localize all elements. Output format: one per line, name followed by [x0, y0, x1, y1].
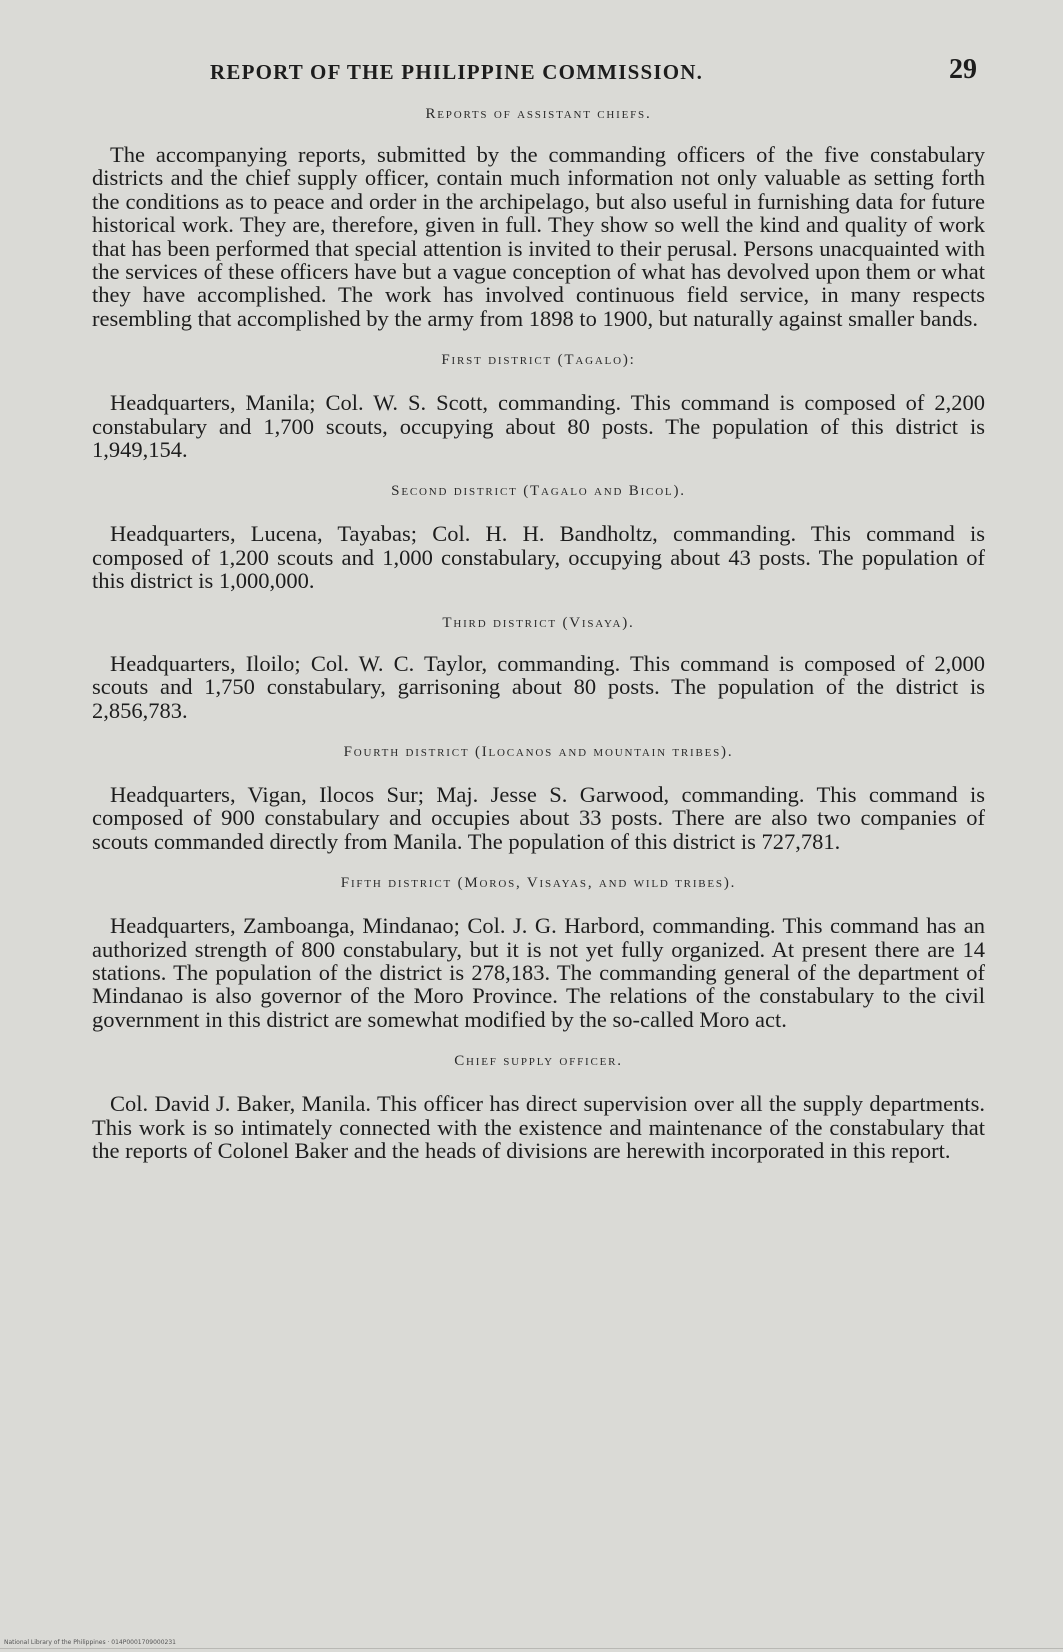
paragraph-first-district: Headquarters, Manila; Col. W. S. Scott, commanding. This command is composed of 2,200 constabulary and 1,700 scouts, occupying about 80 posts. The population of this district is 1,949,154. [92, 390, 985, 463]
section-heading-chief-supply-officer: Chief supply officer. [454, 1053, 623, 1070]
section-heading-second-district: Second district (Tagalo and Bicol). [391, 483, 686, 500]
paragraph-third-district: Headquarters, Iloilo; Col. W. C. Taylor, commanding. This command is composed of 2,000 scouts and 1,750 constabulary, garrisoning about 80 posts. The population of the district is 2,856,783. [92, 650, 985, 723]
running-head [92, 44, 985, 88]
running-title: REPORT OF THE PHILIPPINE COMMISSION. [210, 60, 704, 84]
paragraph-assistant-chiefs: The accompanying reports, submitted by the commanding officers of the five constabulary districts and the chief supply officer, contain much information not only valuable as setting forth the conditions as to peace and order in the archipelago, but also useful in furnishing data for future historical work. They are, therefore, given in full. They show so well the kind and quality of work that has been performed that special attention is invited to their perusal. Persons unacquainted with the services of these officers have but a vague conception of what has devolved upon them or what they have accomplished. The work has involved continuous field service, in many respects resembling that accomplished by the army from 1898 to 1900, but naturally against smaller bands. [92, 142, 985, 331]
paragraph-second-district: Headquarters, Lucena, Tayabas; Col. H. H. Bandholtz, commanding. This command is composed of 1,200 scouts and 1,000 constabulary, occupying about 43 posts. The population of this district is 1,000,000. [92, 521, 985, 594]
paragraph-chief-supply-officer: Col. David J. Baker, Manila. This officer has direct supervision over all the supply departments. This work is so intimately connected with the existence and maintenance of the constabulary that the reports of Colonel Baker and the heads of divisions are herewith incorporated in this report. [92, 1091, 985, 1163]
section-heading-fifth-district: Fifth district (Moros, Visayas, and wild tribes). [340, 875, 737, 892]
page-number: 29 [949, 54, 977, 85]
section-heading-third-district: Third district (Visaya). [442, 614, 635, 631]
paragraph-fourth-district: Headquarters, Vigan, Ilocos Sur; Maj. Jesse S. Garwood, commanding. This command is composed of 900 constabulary and occupies about 33 posts. There are also two companies of scouts commanded directly from Manila. The population of this district is 727,781. [92, 781, 985, 854]
section-heading-first-district: First district (Tagalo): [441, 352, 636, 369]
footer-credit: National Library of the Philippines · 014P0001709000231 [4, 1639, 176, 1646]
section-heading-assistant-chiefs: Reports of assistant chiefs. [425, 106, 652, 122]
section-heading-fourth-district: Fourth district (Ilocanos and mountain tribes). [343, 743, 734, 760]
footer-rule [0, 1648, 1063, 1649]
paragraph-fifth-district: Headquarters, Zamboanga, Mindanao; Col. J. G. Harbord, commanding. This command has an authorized strength of 800 constabulary, but it is not yet fully organized. At present there are 14 stations. The population of the district is 278,183. The commanding general of the department of Mindanao is also governor of the Moro Province. The relations of the constabulary to the civil government in this district are somewhat modified by the so-called Moro act. [92, 913, 985, 1032]
